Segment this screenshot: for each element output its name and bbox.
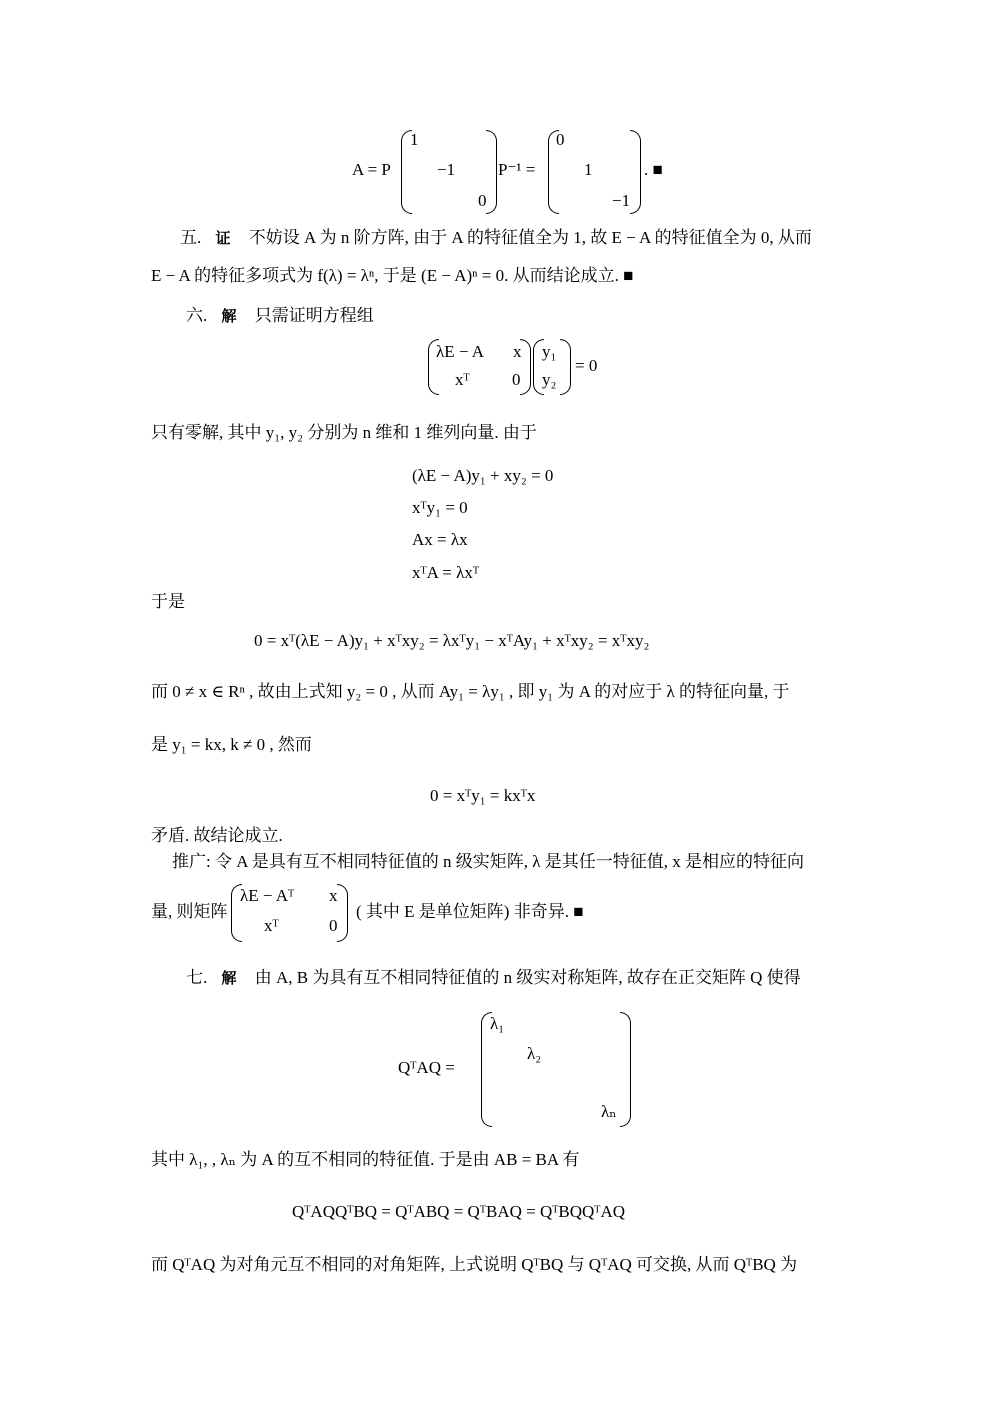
paragraph: 其中 λ₁, , λₙ 为 A 的互不相同的特征值. 于是由 AB = BA 有 xyxy=(151,1150,580,1169)
eq-top-mid: P⁻¹ = xyxy=(498,160,536,179)
matrix-entry: xᵀ xyxy=(264,916,279,935)
equation: 0 = xᵀ(λE − A)y₁ + xᵀxy₂ = λxᵀy₁ − xᵀAy₁ + xᵀxy₂ = xᵀxy₂ xyxy=(254,631,650,650)
section-5-line1 xyxy=(180,228,812,248)
eq-top-lhs: A = P xyxy=(352,160,391,179)
equation: xᵀy₁ = 0 xyxy=(412,498,468,517)
vector-entry: y₂ xyxy=(542,370,557,389)
paragraph: 而 0 ≠ x ∈ Rⁿ , 故由上式知 y₂ = 0 , 从而 Ay₁ = λy₁ , 即 y₁ 为 A 的对应于 λ 的特征向量, 于 xyxy=(151,682,790,701)
paragraph: 只有零解, 其中 y₁, y₂ 分别为 n 维和 1 维列向量. 由于 xyxy=(151,423,537,442)
matrix-entry: λE − A xyxy=(436,342,485,361)
matrix-entry: 0 xyxy=(329,916,338,935)
matrix-entry: xᵀ xyxy=(455,370,470,389)
section-number: 七. xyxy=(186,968,208,987)
diag-lhs: QᵀAQ = xyxy=(398,1058,455,1077)
matrix-entry: 0 xyxy=(556,130,565,149)
matrix-entry: 0 xyxy=(512,370,521,389)
matrix-entry: 0 xyxy=(478,191,487,210)
matrix-entry: x xyxy=(329,886,338,905)
text: 由 A, B 为具有互不相同特征值的 n 级实对称矩阵, 故存在正交矩阵 Q 使得 xyxy=(254,968,801,987)
right-paren xyxy=(486,130,497,214)
paragraph: 而 QᵀAQ 为对角元互不相同的对角矩阵, 上式说明 QᵀBQ 与 QᵀAQ 可交换, 从而 QᵀBQ 为 xyxy=(151,1255,798,1274)
section-number: 五. xyxy=(180,228,202,247)
equation: (λE − A)y₁ + xy₂ = 0 xyxy=(412,466,554,485)
diag-entry: λ₂ xyxy=(527,1044,542,1063)
section-tag: 证 xyxy=(215,229,231,247)
section-5-line2: E − A 的特征多项式为 f(λ) = λⁿ, 于是 (E − A)ⁿ = 0. 从而结论成立. ■ xyxy=(151,266,634,285)
section-number: 六. xyxy=(186,306,208,325)
right-paren xyxy=(620,1012,631,1127)
matrix-entry: −1 xyxy=(612,191,631,210)
section-7-heading xyxy=(186,968,801,988)
section-tag: 解 xyxy=(221,307,237,325)
equation: Ax = λx xyxy=(412,530,468,549)
equation: 0 = xᵀy₁ = kxᵀx xyxy=(430,786,536,805)
rhs: = 0 xyxy=(575,356,598,375)
eq-top-end: . ■ xyxy=(644,160,663,179)
matrix-entry: 1 xyxy=(584,160,593,179)
vector-entry: y₁ xyxy=(542,342,557,361)
matrix-entry: λE − Aᵀ xyxy=(240,886,295,905)
paragraph: 矛盾. 故结论成立. xyxy=(151,826,283,845)
matrix-entry: 1 xyxy=(410,130,419,149)
paragraph: 是 y₁ = kx, k ≠ 0 , 然而 xyxy=(151,735,312,754)
diag-entry: λₙ xyxy=(601,1102,617,1121)
right-paren xyxy=(630,130,641,214)
paragraph: ( 其中 E 是单位矩阵) 非奇异. ■ xyxy=(356,902,584,921)
right-paren xyxy=(520,339,531,395)
section-6-heading xyxy=(186,306,374,326)
paragraph: 于是 xyxy=(151,592,185,611)
diag-entry: λ₁ xyxy=(490,1014,505,1033)
right-paren xyxy=(337,884,348,942)
equation: xᵀA = λxᵀ xyxy=(412,563,479,582)
text: 不妨设 A 为 n 阶方阵, 由于 A 的特征值全为 1, 故 E − A 的特征值全为 0, 从而 xyxy=(248,228,812,247)
paragraph: 推广: 令 A 是具有互不相同特征值的 n 级实矩阵, λ 是其任一特征值, x 是相应的特征向 xyxy=(172,852,805,871)
matrix-entry: x xyxy=(513,342,522,361)
right-paren xyxy=(560,339,571,395)
equation: QᵀAQQᵀBQ = QᵀABQ = QᵀBAQ = QᵀBQQᵀAQ xyxy=(292,1202,626,1221)
matrix-entry: −1 xyxy=(437,160,456,179)
section-tag: 解 xyxy=(221,969,237,987)
paragraph: 量, 则矩阵 xyxy=(151,902,228,921)
text: 只需证明方程组 xyxy=(254,306,374,325)
